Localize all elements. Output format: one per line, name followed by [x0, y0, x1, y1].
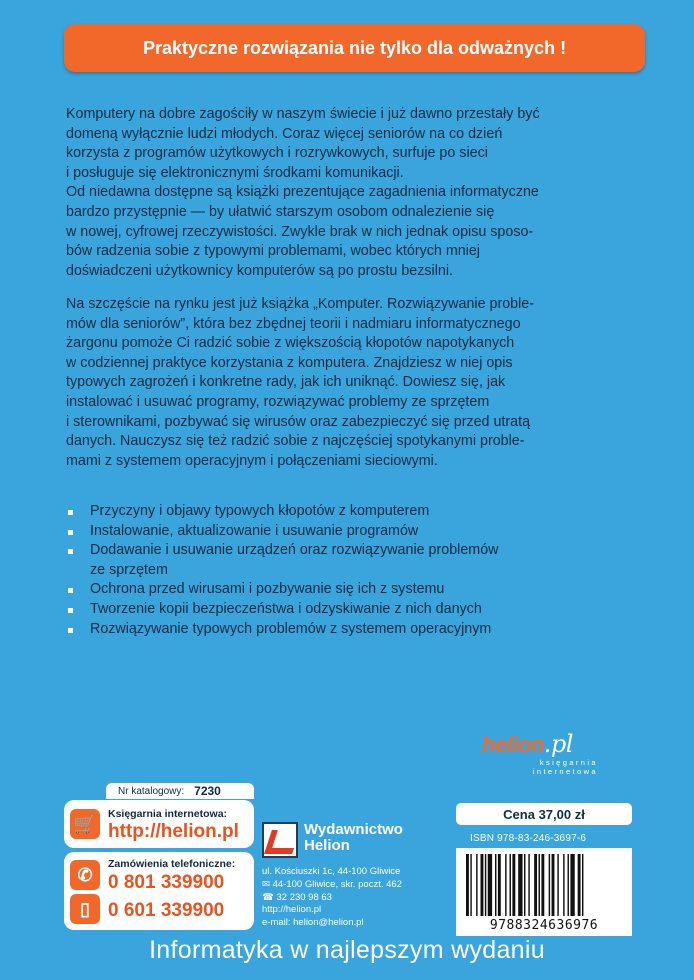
helion-pl-logo[interactable]	[482, 730, 602, 780]
barcode-bar	[498, 854, 501, 916]
barcode-bar	[539, 854, 540, 916]
headline-banner: Praktyczne rozwiązania nie tylko dla odważnych !	[64, 24, 645, 72]
text-line: w codziennej praktyce korzystania z komputera. Znajdziesz w niej opis	[66, 354, 513, 371]
shop-label: Księgarnia internetowa:	[108, 808, 228, 820]
barcode-bars	[466, 854, 622, 916]
phone-number-2[interactable]: 0 601 339900	[108, 900, 225, 921]
website-link[interactable]: http://helion.pl	[262, 904, 322, 916]
barcode-bar	[578, 854, 581, 916]
logo-subtitle-1: księgarnia	[539, 758, 598, 767]
list-item: Przyczyny i objawy typowych kłopotów z komputerem	[66, 502, 626, 522]
list-item: Ochrona przed wirusami i pozbywanie się ich z systemu	[66, 580, 626, 600]
text-line: żargonu pomoże Ci radzić sobie z większością kłopotów napotykanych	[66, 335, 515, 352]
barcode-bar	[476, 854, 477, 916]
feature-list	[66, 502, 626, 639]
phone-orders-box	[64, 852, 254, 930]
barcode-bar	[510, 854, 511, 916]
text-line: mami z systemem operacyjnym i połączeniami sieciowymi.	[66, 452, 438, 469]
list-item: Rozwiązywanie typowych problemów z systemem operacyjnym	[66, 620, 626, 640]
barcode-bar	[481, 854, 484, 916]
telephone-line: ☎ 32 230 98 63	[262, 891, 332, 903]
barcode-bar	[466, 854, 469, 916]
barcode-bar	[495, 854, 496, 916]
barcode-bar	[541, 854, 544, 916]
barcode-bar	[512, 854, 515, 916]
barcode-bar	[557, 854, 558, 916]
isbn: ISBN 978-83-246-3697-6	[470, 833, 587, 844]
logo-word: helion	[482, 732, 544, 757]
logo-subtitle-2: internetowa	[532, 767, 598, 776]
text-line: Od niedawna dostępne są książki prezentujące zagadnienia informatyczne	[66, 184, 539, 201]
barcode-bar	[549, 854, 550, 916]
catalog-value: 7230	[194, 784, 221, 798]
publisher-logo	[262, 822, 298, 858]
text-line: bów radzenia sobie z typowymi problemami, wobec których mniej	[66, 243, 480, 260]
barcode-digits: 9788324636976	[489, 918, 599, 933]
book-description-paragraph	[66, 295, 626, 471]
envelope-icon: ✉	[262, 878, 273, 890]
online-shop-box[interactable]	[64, 800, 254, 848]
barcode-bar	[485, 854, 486, 916]
barcode-bar	[518, 854, 522, 916]
footer-slogan: Informatyka w najlepszym wydaniu	[149, 936, 545, 964]
barcode-bar	[570, 854, 574, 916]
catalog-label: Nr katalogowy:	[118, 785, 185, 797]
address-line: ul. Kościuszki 1c, 44-100 Gliwice	[262, 866, 401, 877]
list-item-continuation: ze sprzętem	[90, 561, 168, 578]
barcode-bar	[488, 854, 492, 916]
text-line: korzysta z programów użytkowych i rozrywkowych, surfuje po sieci	[66, 145, 488, 162]
barcode-bar	[534, 854, 537, 916]
text-line: w nowej, cyfrowej rzeczywistości. Zwykle brak w nich jednak opisu sposo-	[66, 223, 534, 240]
phone-label: Zamówienia telefoniczne:	[108, 858, 236, 870]
phone-icon: ✆	[70, 860, 100, 890]
list-item	[66, 541, 626, 580]
list-item-text: Dodawanie i usuwanie urządzeń oraz rozwiązywanie problemów	[90, 542, 499, 559]
barcode-bar	[582, 854, 583, 916]
text-line: i sterownikami, pozbywać się wirusów oraz zabezpieczyć się przed utratą	[66, 413, 531, 430]
barcode-bar	[524, 854, 525, 916]
intro-paragraph	[66, 105, 626, 281]
text-line: Komputery na dobre zagościły w naszym świecie i już dawno przestały być	[66, 106, 540, 122]
cart-icon: 🛒	[70, 809, 100, 839]
text-line: Na szczęście na rynku jest już książka „Komputer. Rozwiązywanie proble-	[66, 296, 535, 312]
publisher-name: Wydawnictwo Helion	[304, 821, 403, 854]
text-line: mów dla seniorów”, która bez zbędnej teorii i nadmiaru informatycznego	[66, 315, 521, 332]
barcode-bar	[552, 854, 555, 916]
mobile-icon: ▯	[70, 894, 100, 924]
text-line: typowych zagrożeń i konkretne rady, jak ich uniknąć. Dowiesz się, jak	[66, 374, 506, 391]
telephone-icon: ☎	[262, 891, 277, 903]
barcode-bar	[563, 854, 564, 916]
catalog-number	[106, 783, 254, 799]
logo-suffix: .pl	[543, 730, 573, 758]
text-line: instalować i usuwać programy, rozwiązywać problemy ze sprzętem	[66, 393, 490, 410]
text-line: doświadczeni użytkownicy komputerów są po prostu bezsilni.	[66, 262, 453, 279]
barcode-bar	[505, 854, 506, 916]
email-link[interactable]: e-mail: helion@helion.pl	[262, 917, 364, 929]
barcode-bar	[528, 854, 529, 916]
barcode	[456, 848, 632, 936]
barcode-bar	[568, 854, 569, 916]
list-item: Tworzenie kopii bezpieczeństwa i odzyskiwanie z nich danych	[66, 600, 626, 620]
text-line: i posługuje się elektronicznymi środkami komunikacji.	[66, 164, 404, 181]
price-label: Cena 37,00 zł	[456, 803, 632, 825]
publisher-address	[262, 866, 402, 930]
barcode-bar	[470, 854, 471, 916]
postal-line: ✉ 44-100 Gliwice, skr. poczt. 462	[262, 878, 402, 890]
text-line: bardzo przystępnie — by ułatwić starszym osobom odnalezienie się	[66, 203, 495, 220]
list-item: Instalowanie, aktualizowanie i usuwanie programów	[66, 522, 626, 542]
text-line: danych. Nauczysz się też radzić sobie z najczęściej spotykanymi proble-	[66, 433, 525, 450]
phone-number-1[interactable]: 0 801 339900	[108, 872, 225, 893]
shop-url[interactable]: http://helion.pl	[108, 821, 239, 842]
text-line: domeną wyłącznie ludzi młodych. Coraz więcej seniorów na co dzień	[66, 125, 503, 142]
